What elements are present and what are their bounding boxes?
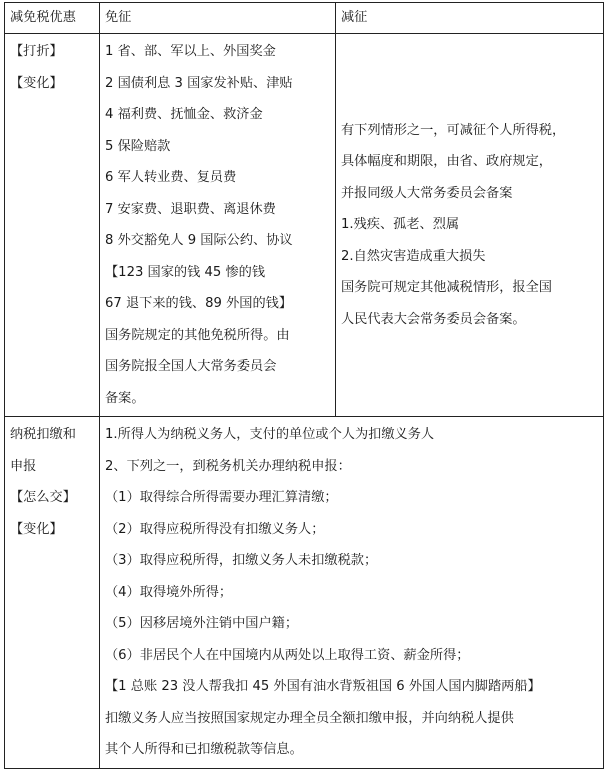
reduce-line-1: 有下列情形之一，可减征个人所得税，	[341, 122, 566, 138]
filing-title-1: 纳税扣缴和	[10, 427, 76, 442]
reduce-line-2: 具体幅度和期限，由省、政府规定，	[341, 154, 552, 170]
filing-line-4: （2）取得应税所得没有扣缴义务人；	[105, 521, 325, 537]
filing-line-9: 【1 总账 23 没人帮我扣 45 外国有油水背叛祖国 6 外国人国内脚踏两船】	[105, 679, 541, 694]
header-col-exempt: 免征	[100, 3, 336, 34]
filing-line-11: 其个人所得和已扣缴税款等信息。	[105, 742, 303, 757]
reduce-cell	[336, 34, 604, 417]
filing-content-cell	[100, 417, 604, 769]
relief-row	[5, 34, 604, 417]
exempt-line-3: 4 福利费、抚恤金、救济金	[105, 107, 263, 122]
exempt-line-12: 备案。	[105, 390, 145, 406]
filing-line-3: （1）取得综合所得需要办理汇算清缴；	[105, 490, 338, 505]
exempt-line-9: 67 退下来的钱、89 外国的钱】	[105, 296, 293, 311]
filing-line-1: 1.所得人为纳税义务人，支付的单位或个人为扣缴义务人	[105, 427, 435, 442]
tag-how-to-pay: 【怎么交】	[10, 490, 76, 505]
exempt-line-11: 国务院报全国人大常务委员会	[105, 359, 277, 374]
exempt-line-2: 2 国债利息 3 国家发补贴、津贴	[105, 75, 293, 91]
exempt-line-10: 国务院规定的其他免税所得。由	[105, 327, 290, 343]
filing-line-2: 2、下列之一，到税务机关办理纳税申报：	[105, 458, 351, 474]
exempt-line-1: 1 省、部、军以上、外国奖金	[105, 44, 276, 59]
tag-discount: 【打折】	[10, 44, 63, 59]
exempt-line-7: 8 外交豁免人 9 国际公约、协议	[105, 233, 293, 248]
reduce-line-5: 2.自然灾害造成重大损失	[341, 248, 486, 264]
reduce-line-4: 1.残疾、孤老、烈属	[341, 217, 460, 233]
header-col-reduce: 减征	[336, 3, 604, 34]
tag-change: 【变化】	[10, 75, 63, 91]
tag-change-2: 【变化】	[10, 521, 63, 537]
filing-line-8: （6）非居民个人在中国境内从两处以上取得工资、薪金所得；	[105, 647, 470, 663]
reduce-line-3: 并报同级人大常务委员会备案	[341, 185, 513, 201]
header-col-relief: 减免税优惠	[5, 3, 100, 34]
filing-line-5: （3）取得应税所得，扣缴义务人未扣缴税款；	[105, 553, 378, 568]
exempt-line-6: 7 安家费、退职费、离退休费	[105, 201, 276, 217]
exempt-line-8: 【123 国家的钱 45 惨的钱	[105, 264, 266, 280]
reduce-line-6: 国务院可规定其他减税情形，报全国	[341, 280, 552, 296]
tax-relief-table	[4, 2, 604, 769]
filing-line-6: （4）取得境外所得；	[105, 584, 233, 600]
exempt-cell	[100, 34, 336, 417]
filing-title-2: 申报	[10, 458, 37, 474]
filing-line-10: 扣缴义务人应当按照国家规定办理全员全额扣缴申报，并向纳税人提供	[105, 710, 514, 726]
exempt-line-4: 5 保险赔款	[105, 138, 171, 154]
filing-line-7: （5）因移居境外注销中国户籍；	[105, 616, 299, 631]
filing-row	[5, 417, 604, 769]
filing-left-cell	[5, 417, 100, 769]
exempt-line-5: 6 军人转业费、复员费	[105, 170, 237, 185]
reduce-line-7: 人民代表大会常务委员会备案。	[341, 311, 526, 327]
header-row	[5, 3, 604, 34]
relief-left-cell	[5, 34, 100, 417]
